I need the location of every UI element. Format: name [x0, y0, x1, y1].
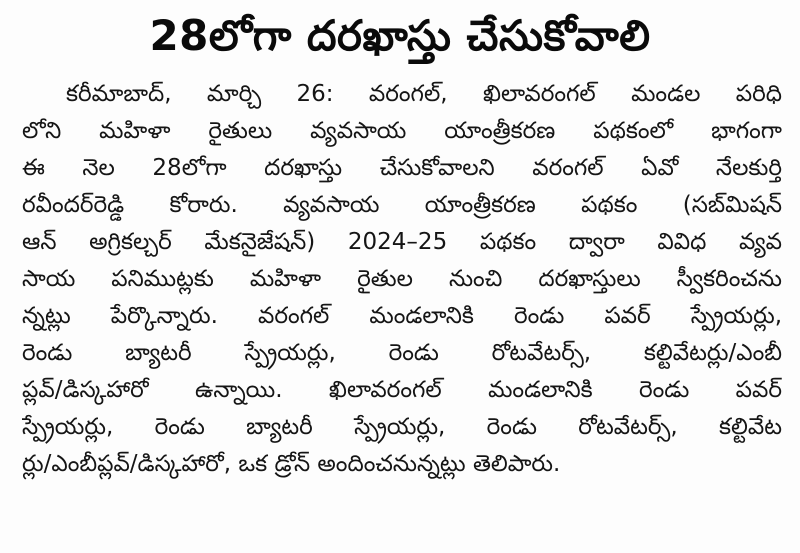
- article-line: న్నట్లు పేర్కొన్నారు. వరంగల్ మండలానికి రెండు పవర్ స్ప్రేయర్లు,: [22, 303, 782, 329]
- article-body: [22, 76, 782, 483]
- article-line: రెండు బ్యాటరీ స్ప్రేయర్లు, రెండు రోటవేటర్స్, కల్టివేటర్లు/ఎంబీ: [22, 340, 782, 366]
- article-line: స్ప్రేయర్లు, రెండు బ్యాటరీ స్ప్రేయర్లు, రెండు రోటవేటర్స్, కల్టివేట: [22, 414, 782, 440]
- article-line: రవీందర్‌రెడ్డి కోరారు. వ్యవసాయ యాంత్రీకరణ పథకం (సబ్‌మిషన్: [22, 192, 782, 218]
- article-line: ప్లవ్/డిస్కహారో ఉన్నాయి. ఖిలావరంగల్ మండలానికి రెండు పవర్: [22, 377, 782, 403]
- article-line: సాయ పనిముట్లకు మహిళా రైతుల నుంచి దరఖాస్తులు స్వీకరించను: [22, 266, 782, 292]
- article-line: ఈ నెల 28లోగా దరఖాస్తు చేసుకోవాలని వరంగల్ ఏవో నేలకుర్తి: [22, 155, 782, 181]
- article-line: లోని మహిళా రైతులు వ్యవసాయ యాంత్రీకరణ పథకంలో భాగంగా: [22, 118, 782, 144]
- article-line: కరీమాబాద్, మార్చి 26: వరంగల్, ఖిలావరంగల్ మండల పరిధి: [66, 81, 782, 107]
- article-line: ఆన్ అగ్రికల్చర్ మేకనైజేషన్) 2024–25 పథకం ద్వారా వివిధ వ్యవ: [22, 229, 782, 255]
- article-line: ర్లు/ఎంబీప్లవ్/డిస్కహారో, ఒక డ్రోన్ అందించనున్నట్లు తెలిపారు.: [22, 451, 561, 477]
- headline: 28లోగా దరఖాస్తు చేసుకోవాలి: [149, 11, 651, 60]
